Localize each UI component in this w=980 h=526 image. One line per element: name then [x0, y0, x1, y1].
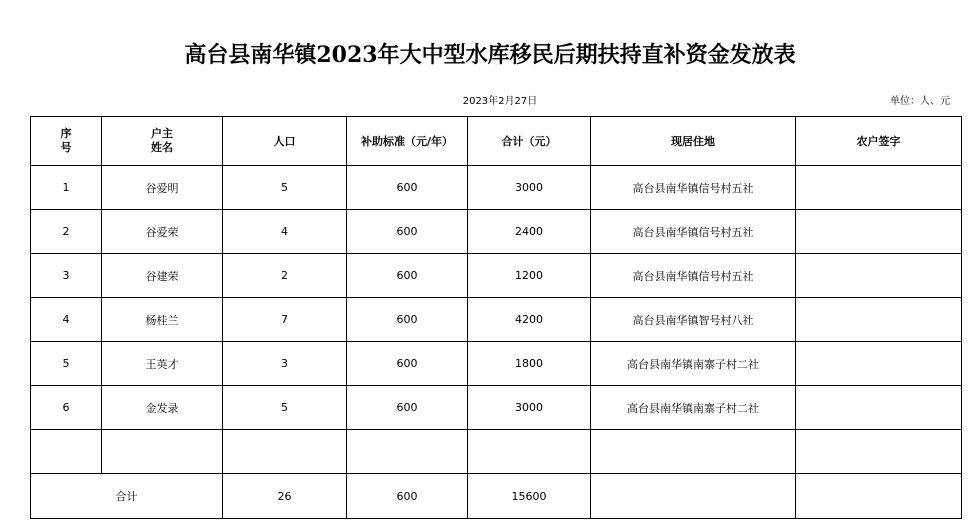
cell-population: 5: [223, 166, 347, 210]
cell-address: 高台县南华镇信号村五社: [591, 210, 796, 254]
cell-standard: 600: [347, 166, 468, 210]
cell-total: 3000: [468, 386, 591, 430]
summary-total: 15600: [468, 474, 591, 519]
cell-standard: 600: [347, 386, 468, 430]
document-title: 高台县南华镇2023年大中型水库移民后期扶持直补资金发放表: [184, 42, 796, 68]
cell-address: 高台县南华镇南寨子村二社: [591, 342, 796, 386]
cell-address: 高台县南华镇信号村五社: [591, 254, 796, 298]
table-row: [31, 254, 962, 298]
cell-signature: [796, 254, 962, 298]
cell-empty: [796, 474, 962, 519]
cell-empty: [223, 430, 347, 474]
header-population: 人口: [223, 117, 347, 166]
cell-name: 金发录: [102, 386, 223, 430]
table-row: [31, 166, 962, 210]
cell-empty: [31, 430, 102, 474]
cell-seq: 6: [31, 386, 102, 430]
cell-seq: 4: [31, 298, 102, 342]
cell-signature: [796, 342, 962, 386]
header-standard: 补助标准（元/年）: [347, 117, 468, 166]
summary-row: [31, 474, 962, 519]
cell-total: 4200: [468, 298, 591, 342]
cell-empty: [796, 430, 962, 474]
cell-standard: 600: [347, 342, 468, 386]
cell-address: 高台县南华镇信号村五社: [591, 166, 796, 210]
header-address: 现居住地: [591, 117, 796, 166]
cell-total: 1800: [468, 342, 591, 386]
cell-standard: 600: [347, 254, 468, 298]
cell-signature: [796, 386, 962, 430]
header-name: [102, 117, 223, 166]
cell-total: 1200: [468, 254, 591, 298]
cell-name: 谷建荣: [102, 254, 223, 298]
cell-address: 高台县南华镇南寨子村二社: [591, 386, 796, 430]
cell-signature: [796, 298, 962, 342]
cell-empty: [591, 430, 796, 474]
cell-name: 杨桂兰: [102, 298, 223, 342]
table-row: [31, 210, 962, 254]
header-name-line1: 户主: [151, 127, 173, 140]
cell-seq: 1: [31, 166, 102, 210]
cell-total: 3000: [468, 166, 591, 210]
header-seq-line2: 号: [60, 141, 72, 154]
cell-empty: [347, 430, 468, 474]
cell-name: 谷爱荣: [102, 210, 223, 254]
header-seq: [31, 117, 102, 166]
cell-signature: [796, 166, 962, 210]
cell-population: 7: [223, 298, 347, 342]
cell-total: 2400: [468, 210, 591, 254]
cell-population: 5: [223, 386, 347, 430]
summary-standard: 600: [347, 474, 468, 519]
cell-standard: 600: [347, 298, 468, 342]
cell-seq: 3: [31, 254, 102, 298]
cell-population: 2: [223, 254, 347, 298]
cell-standard: 600: [347, 210, 468, 254]
cell-population: 3: [223, 342, 347, 386]
summary-population: 26: [223, 474, 347, 519]
empty-row: [31, 430, 962, 474]
cell-seq: 5: [31, 342, 102, 386]
cell-seq: 2: [31, 210, 102, 254]
cell-empty: [468, 430, 591, 474]
summary-label: 合计: [31, 474, 223, 519]
subsidy-table: [30, 116, 962, 519]
header-seq-line1: 序: [60, 127, 72, 140]
table-row: [31, 342, 962, 386]
cell-signature: [796, 210, 962, 254]
cell-population: 4: [223, 210, 347, 254]
header-row: [31, 117, 962, 166]
cell-name: 谷爱明: [102, 166, 223, 210]
cell-empty: [102, 430, 223, 474]
table-row: [31, 386, 962, 430]
unit-note: 单位：人、元: [890, 96, 950, 107]
cell-name: 王英才: [102, 342, 223, 386]
header-signature: 农户签字: [796, 117, 962, 166]
header-total: 合计（元）: [468, 117, 591, 166]
cell-address: 高台县南华镇智号村八社: [591, 298, 796, 342]
cell-empty: [591, 474, 796, 519]
document-date: 2023年2月27日: [462, 96, 538, 107]
header-name-line2: 姓名: [151, 141, 173, 154]
table-row: [31, 298, 962, 342]
